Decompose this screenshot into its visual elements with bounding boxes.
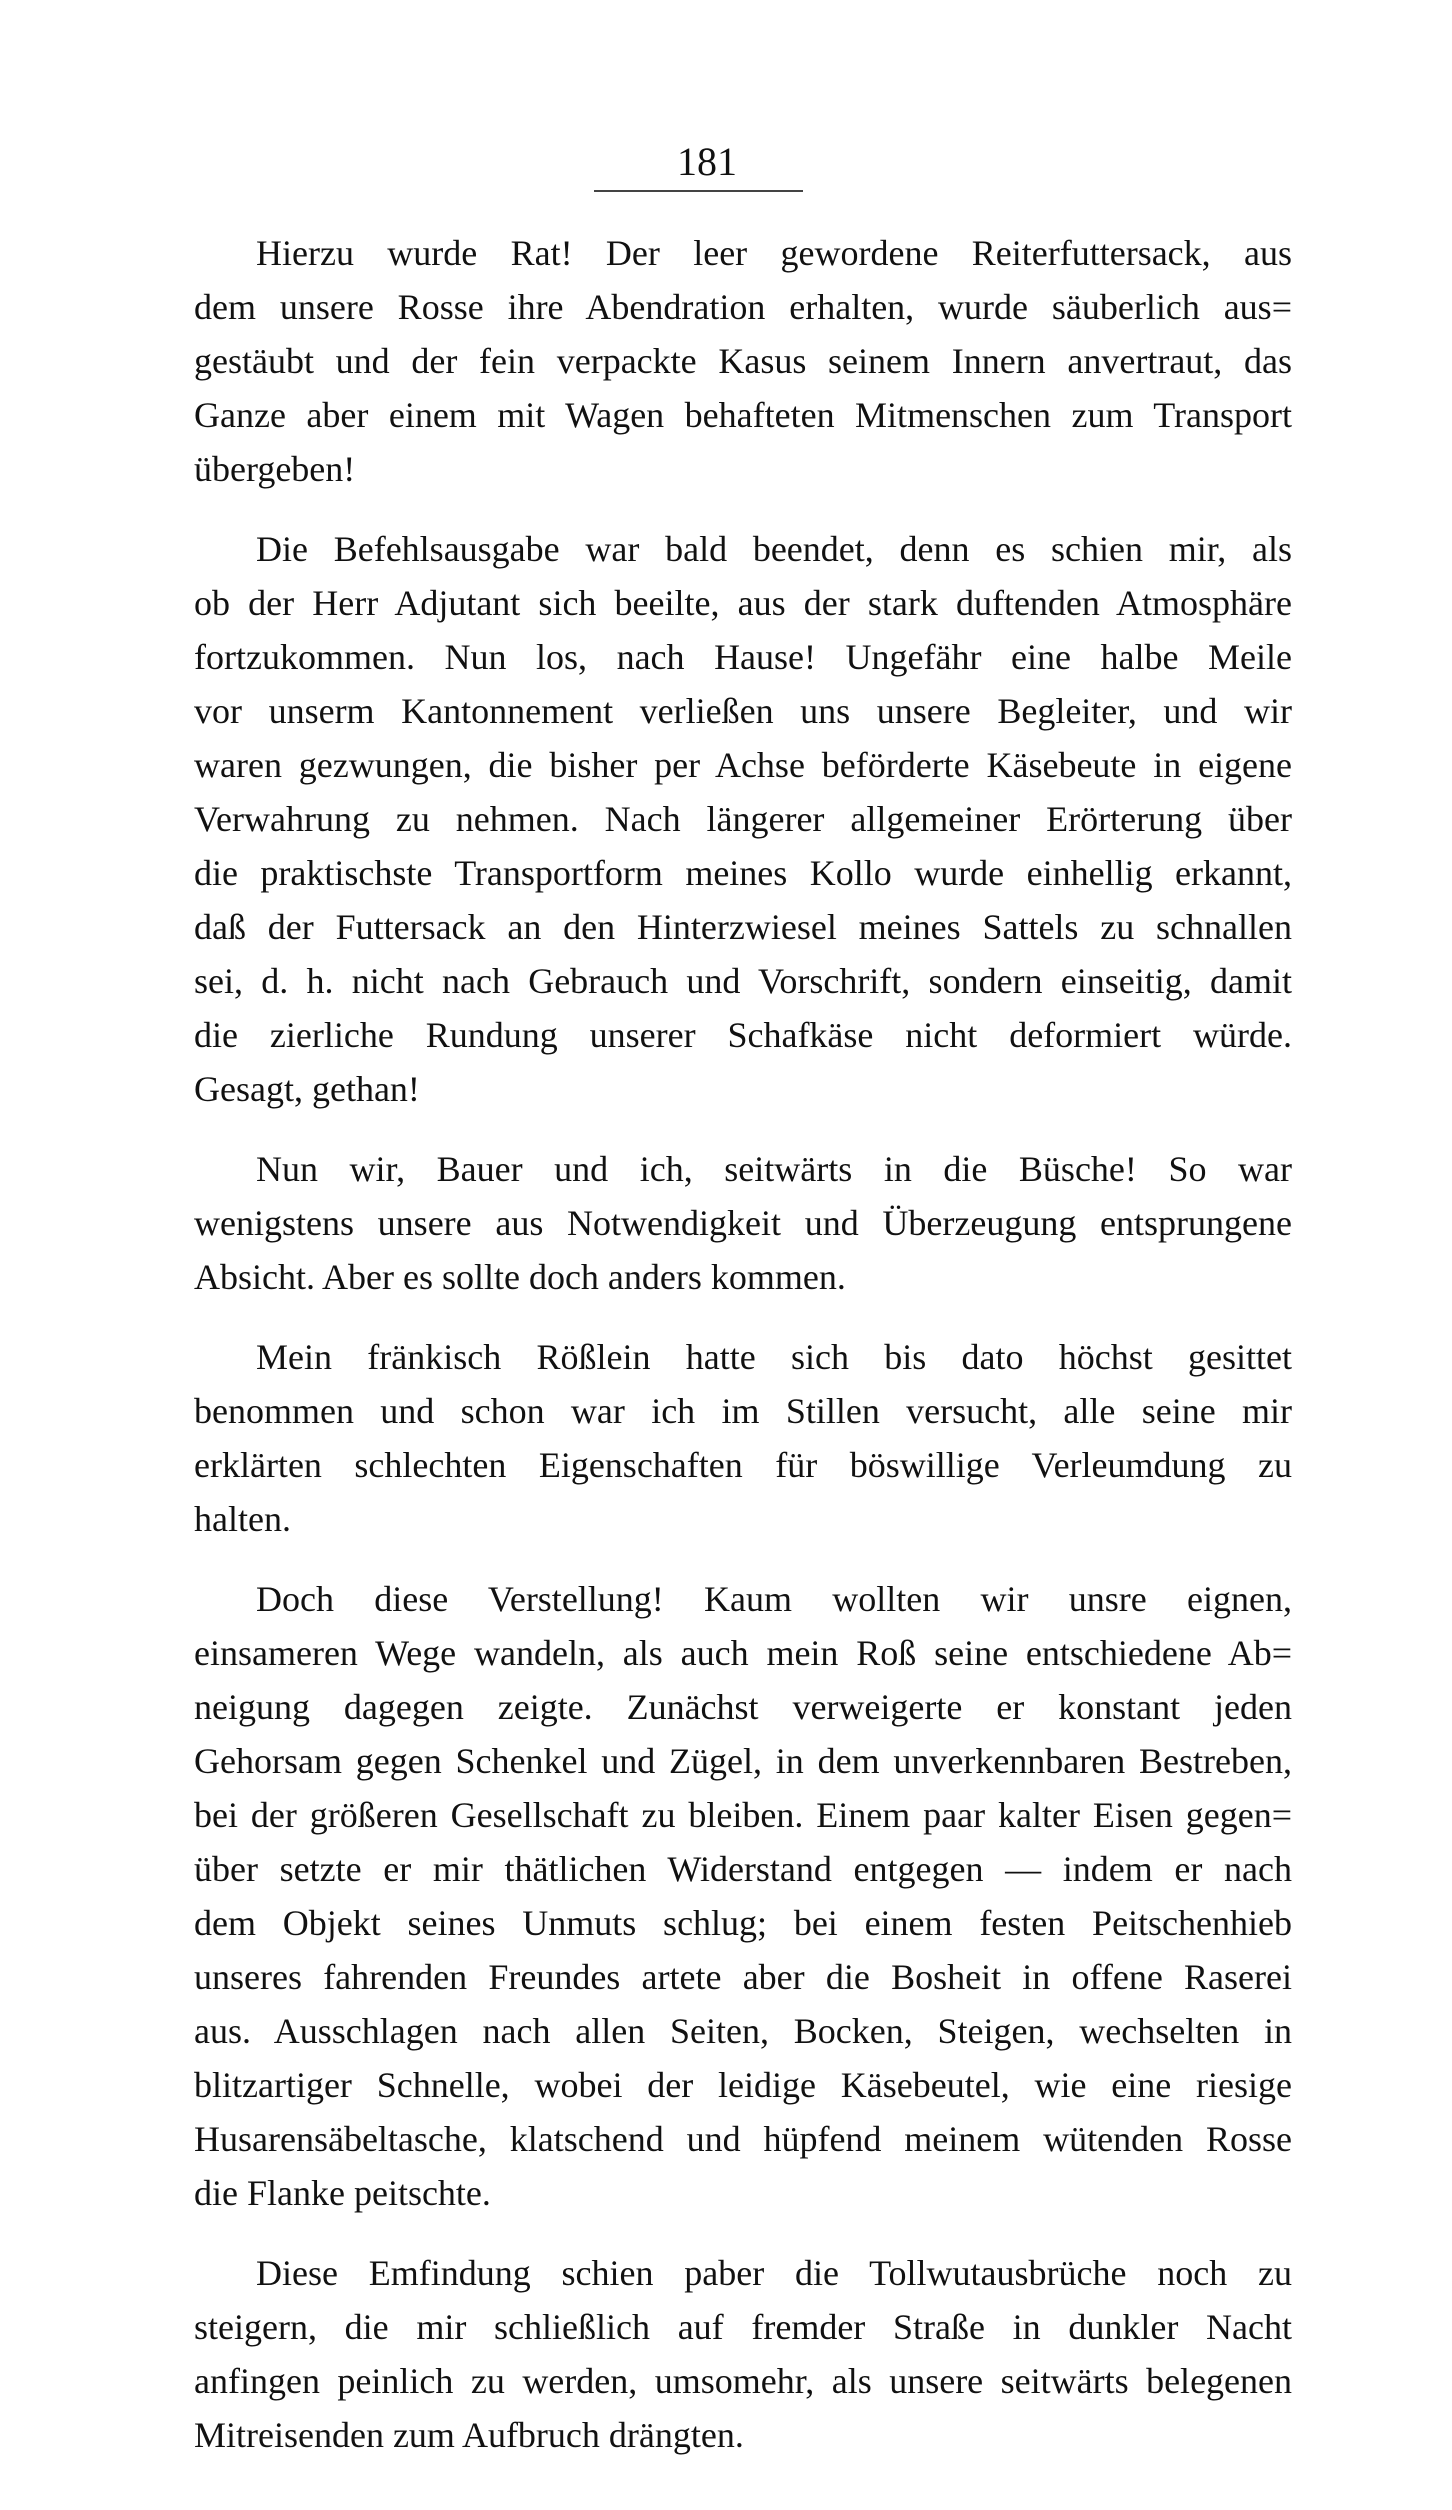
text-line: übergeben! [194,449,356,489]
text-line: Verwahrung zu nehmen. Nach längerer allgemeiner Erörterung über [194,799,1292,839]
text-line: unseres fahrenden Freundes artete aber die Bosheit in offene Raserei [194,1957,1292,1997]
text-line: waren gezwungen, die bisher per Achse beförderte Käsebeute in eigene [194,745,1292,785]
text-line: die zierliche Rundung unserer Schafkäse nicht deformiert würde. [194,1015,1292,1055]
paragraph [194,1572,1292,2220]
text-line: aus. Ausschlagen nach allen Seiten, Bocken, Steigen, wechselten in [194,2011,1292,2051]
text-line: daß der Futtersack an den Hinterzwiesel meines Sattels zu schnallen [194,907,1292,947]
text-line: anfingen peinlich zu werden, umsomehr, als unsere seitwärts belegenen [194,2361,1292,2401]
text-line: dem unsere Rosse ihre Abendration erhalten, wurde säuberlich aus= [194,287,1292,327]
text-line: Absicht. Aber es sollte doch anders kommen. [194,1257,846,1297]
paragraph [194,1330,1292,1546]
text-line: ob der Herr Adjutant sich beeilte, aus der stark duftenden Atmosphäre [194,583,1292,623]
text-line: steigern, die mir schließlich auf fremder Straße in dunkler Nacht [194,2307,1292,2347]
text-line: Gesagt, gethan! [194,1069,420,1109]
text-line: Die Befehlsausgabe war bald beendet, denn es schien mir, als [256,529,1292,569]
text-line: Husarensäbeltasche, klatschend und hüpfend meinem wütenden Rosse [194,2119,1292,2159]
text-line: erklärten schlechten Eigenschaften für böswillige Verleumdung zu [194,1445,1292,1485]
paragraph [194,1142,1292,1304]
text-line: die Flanke peitschte. [194,2173,491,2213]
text-line: gestäubt und der fein verpackte Kasus seinem Innern anvertraut, das [194,341,1292,381]
page-number: 181 [677,139,737,184]
text-line: über setzte er mir thätlichen Widerstand entgegen — indem er nach [194,1849,1292,1889]
text-line: einsameren Wege wandeln, als auch mein Roß seine entschiedene Ab= [194,1633,1292,1673]
text-line: dem Objekt seines Unmuts schlug; bei einem festen Peitschenhieb [194,1903,1292,1943]
text-line: Ganze aber einem mit Wagen behafteten Mitmenschen zum Transport [194,395,1292,435]
header-rule [594,190,803,192]
text-line: halten. [194,1499,291,1539]
text-line: Gehorsam gegen Schenkel und Zügel, in dem unverkennbaren Bestreben, [194,1741,1292,1781]
paragraph [194,522,1292,1116]
text-line: Mitreisenden zum Aufbruch drängten. [194,2415,744,2455]
text-line: neigung dagegen zeigte. Zunächst verweigerte er konstant jeden [194,1687,1292,1727]
text-line: vor unserm Kantonnement verließen uns unsere Begleiter, und wir [194,691,1292,731]
text-line: Mein fränkisch Rößlein hatte sich bis dato höchst gesittet [256,1337,1292,1377]
text-line: blitzartiger Schnelle, wobei der leidige Käsebeutel, wie eine riesige [194,2065,1292,2105]
paragraph [194,2246,1292,2462]
text-line: benommen und schon war ich im Stillen versucht, alle seine mir [194,1391,1292,1431]
text-line: Doch diese Verstellung! Kaum wollten wir unsre eignen, [256,1579,1292,1619]
text-line: wenigstens unsere aus Notwendigkeit und Überzeugung entsprungene [194,1203,1292,1243]
text-line: bei der größeren Gesellschaft zu bleiben. Einem paar kalter Eisen gegen= [194,1795,1292,1835]
text-line: die praktischste Transportform meines Kollo wurde einhellig erkannt, [194,853,1292,893]
text-line: Nun wir, Bauer und ich, seitwärts in die Büsche! So war [256,1149,1292,1189]
body-text [194,226,1292,2462]
text-line: Diese Emfindung schien paber die Tollwutausbrüche noch zu [256,2253,1292,2293]
text-line: sei, d. h. nicht nach Gebrauch und Vorschrift, sondern einseitig, damit [194,961,1292,1001]
text-line: Hierzu wurde Rat! Der leer gewordene Reiterfuttersack, aus [256,233,1292,273]
text-line: fortzukommen. Nun los, nach Hause! Ungefähr eine halbe Meile [194,637,1292,677]
paragraph [194,226,1292,496]
